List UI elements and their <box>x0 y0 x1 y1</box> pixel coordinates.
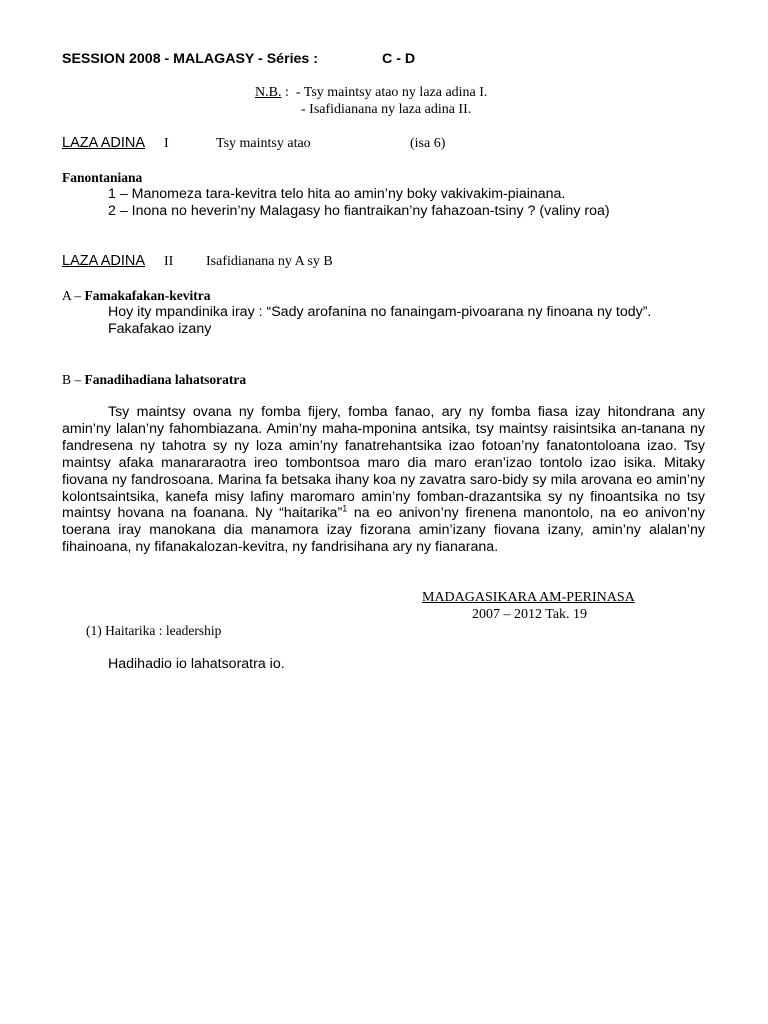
option-b-title: Fanadihadiana lahatsoratra <box>84 372 247 387</box>
option-b-heading <box>62 372 246 388</box>
questions-heading: Fanontaniana <box>62 170 143 185</box>
part1-title: LAZA ADINA <box>62 135 146 151</box>
part1-points: (isa 6) <box>410 136 446 151</box>
option-a-instruction: Fakafakao izany <box>108 321 212 337</box>
option-a-heading <box>62 288 211 304</box>
source-reference: 2007 – 2012 Tak. 19 <box>472 607 588 622</box>
footnote-text: (1) Haitarika : leadership <box>86 623 222 638</box>
analysis-instruction: Hadihadio io lahatsoratra io. <box>108 656 285 672</box>
option-a-title: Famakafakan-kevitra <box>84 288 211 303</box>
nb-line-2: - Isafidianana ny laza adina II. <box>301 102 472 117</box>
part2-numeral: II <box>164 254 174 269</box>
footnote-marker: 1 <box>342 503 348 514</box>
nb-line-1: - Tsy maintsy atao ny laza adina I. <box>295 85 488 100</box>
passage-text-end: na eo anivon’ny firenena manontolo, na eo anivon’ny toerana iray manokana dia manamora izay fizorana amin’izany fiovana izany, amin’ny alalan’ny fihainoana, ny fifanakalozan-kevitra, ny fandrisihana ary ny fianarana. <box>62 505 706 556</box>
passage-text-main: Tsy maintsy ovana ny fomba fijery, fomba fanao, ary ny fomba fiasa izay hitondrana any amin’ny lalan’ny fahombiazana. Amin’ny maha-mponina antsika, tsy maintsy raisintsika an-tanana ny fandresena ny tahotra sy ny loza amin’ny fanatrehantsika izao fotoan’ny fanatontoloana izao. Tsy maintsy afaka manararaotra ireo tombontsoa maro dia maro eran’izao tontolo izao isika. Mitaky fiovana ny fandrosoana. Marina fa betsaka ihany koa ny zavatra saro-bidy sy mila arovana eo amin’ny kolontsaintsika, kanefa misy lafiny maromaro amin’ny fomban-drazantsika sy ny finoantsika no tsy maintsy hovana na foanana. Ny “haitarika” <box>62 404 705 522</box>
nb-note-line-1 <box>255 85 487 101</box>
option-a-quote: Hoy ity mpandinika iray : “Sady arofanina no fanaingam-pivoarana ny finoana ny tody”. <box>108 304 652 320</box>
question-1: 1 – Manomeza tara-kevitra telo hita ao amin’ny boky vakivakim-piainana. <box>108 186 566 202</box>
passage-text <box>62 404 705 556</box>
option-b-prefix: B – <box>62 372 85 387</box>
part1-description: Tsy maintsy atao <box>216 136 311 151</box>
question-2: 2 – Inona no heverin’ny Malagasy ho fiantraikan’ny fahazoan-tsiny ? (valiny roa) <box>108 203 610 219</box>
exam-series: C - D <box>382 51 416 67</box>
nb-separator: : <box>281 85 296 100</box>
source-title: MADAGASIKARA AM-PERINASA <box>422 590 635 605</box>
exam-session-title: SESSION 2008 - MALAGASY - Séries : <box>62 51 318 67</box>
nb-label: N.B. <box>255 85 282 100</box>
part2-title: LAZA ADINA <box>62 253 146 269</box>
option-a-prefix: A – <box>62 288 85 303</box>
part2-description: Isafidianana ny A sy B <box>206 254 333 269</box>
part1-numeral: I <box>164 136 169 151</box>
